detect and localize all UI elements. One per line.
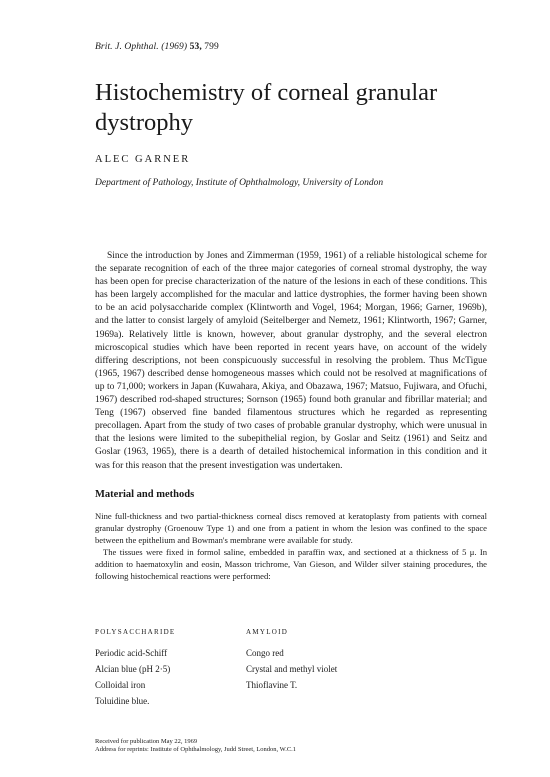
journal-name: Brit. J. Ophthal. [95,42,159,52]
list-item: Periodic acid-Schiff [95,648,168,658]
list-item: Crystal and methyl violet [246,664,338,674]
methods-paragraph-2: The tissues were fixed in formol saline, embedded in paraffin wax, and sectioned at a thickness of 5 μ. In addition to haematoxylin and eosin, Masson trichrome, Van Gieson, and Wilder silver staining procedures, the following histochemical reactions were performed: [95,547,487,582]
article-title: Histochemistry of corneal granular dystrophy [95,79,438,136]
journal-year: (1969) [161,42,188,52]
amyloid-list [246,645,337,693]
list-item: Alcian blue (pH 2·5) [95,664,171,674]
methods-paragraph-1: Nine full-thickness and two partial-thickness corneal discs removed at keratoplasty from patients with corneal granular dystrophy (Groenouw Type 1) and one from a patient in whom the lesion was confined to the space between the epithelium and Bowman's membrane were available for study. [95,511,487,546]
author-name: ALEC GARNER [95,154,191,165]
introduction-paragraph: Since the introduction by Jones and Zimmerman (1959, 1961) of a reliable histological scheme for the separate recognition of each of the three major categories of corneal stromal dystrophy, the way has been open for precise characterization of the nature of the lesions in each of these conditions. This has been largely accomplished for the macular and lattice dystrophies, the former having been shown to be an acid polysaccharide complex (Klintworth and Vogel, 1964; Morgan, 1966; Garner, 1969b), and the latter to consist largely of amyloid (Seitelberger and Nemetz, 1961; Klintworth, 1967; Garner, 1969a). Relatively little is known, however, about granular dystrophy, and the several electron microscopical studies which have been reported in recent years have, on account of the widely differing descriptions, not been conspicuously successful in resolving the problem. Thus McTigue (1965, 1967) described dense homogeneous masses which could not be resolved at magnifications of up to 71,000; workers in Japan (Kuwahara, Akiya, and Obazawa, 1967; Matsuo, Fujiwara, and Ofuchi, 1967) described rod-shaped structures; Sornson (1965) found both granular and fibrillar material; and Teng (1967) observed fine banded filamentous structures which he regarded as representing precollagen. Apart from the study of two cases of probable granular dystrophy, which were unusual in that the lesions were limited to the subepithelial region, by Goslar and Seitz (1961) and Seitz and Goslar (1963, 1965), there is a dearth of detailed histochemical information in this condition and it was for this reason that the present investigation was undertaken. [95,251,487,471]
polysaccharide-list [95,645,170,709]
polysaccharide-heading: POLYSACCHARIDE [95,628,176,636]
reprint-address: Address for reprints: Institute of Ophthalmology, Judd Street, London, W.C.1 [95,746,297,753]
list-item: Thioflavine T. [246,680,298,690]
section-heading-methods: Material and methods [95,489,195,500]
footnote [95,738,296,754]
journal-volume: 53, [189,42,202,52]
received-date: Received for publication May 22, 1969 [95,738,198,745]
methods-body [95,510,487,583]
author-affiliation: Department of Pathology, Institute of Ophthalmology, University of London [95,178,384,188]
journal-citation [95,42,219,52]
list-item: Congo red [246,648,284,658]
list-item: Colloidal iron [95,680,146,690]
amyloid-heading: AMYLOID [246,628,289,636]
journal-page-number: 799 [204,42,219,52]
list-item: Toluidine blue. [95,696,150,706]
